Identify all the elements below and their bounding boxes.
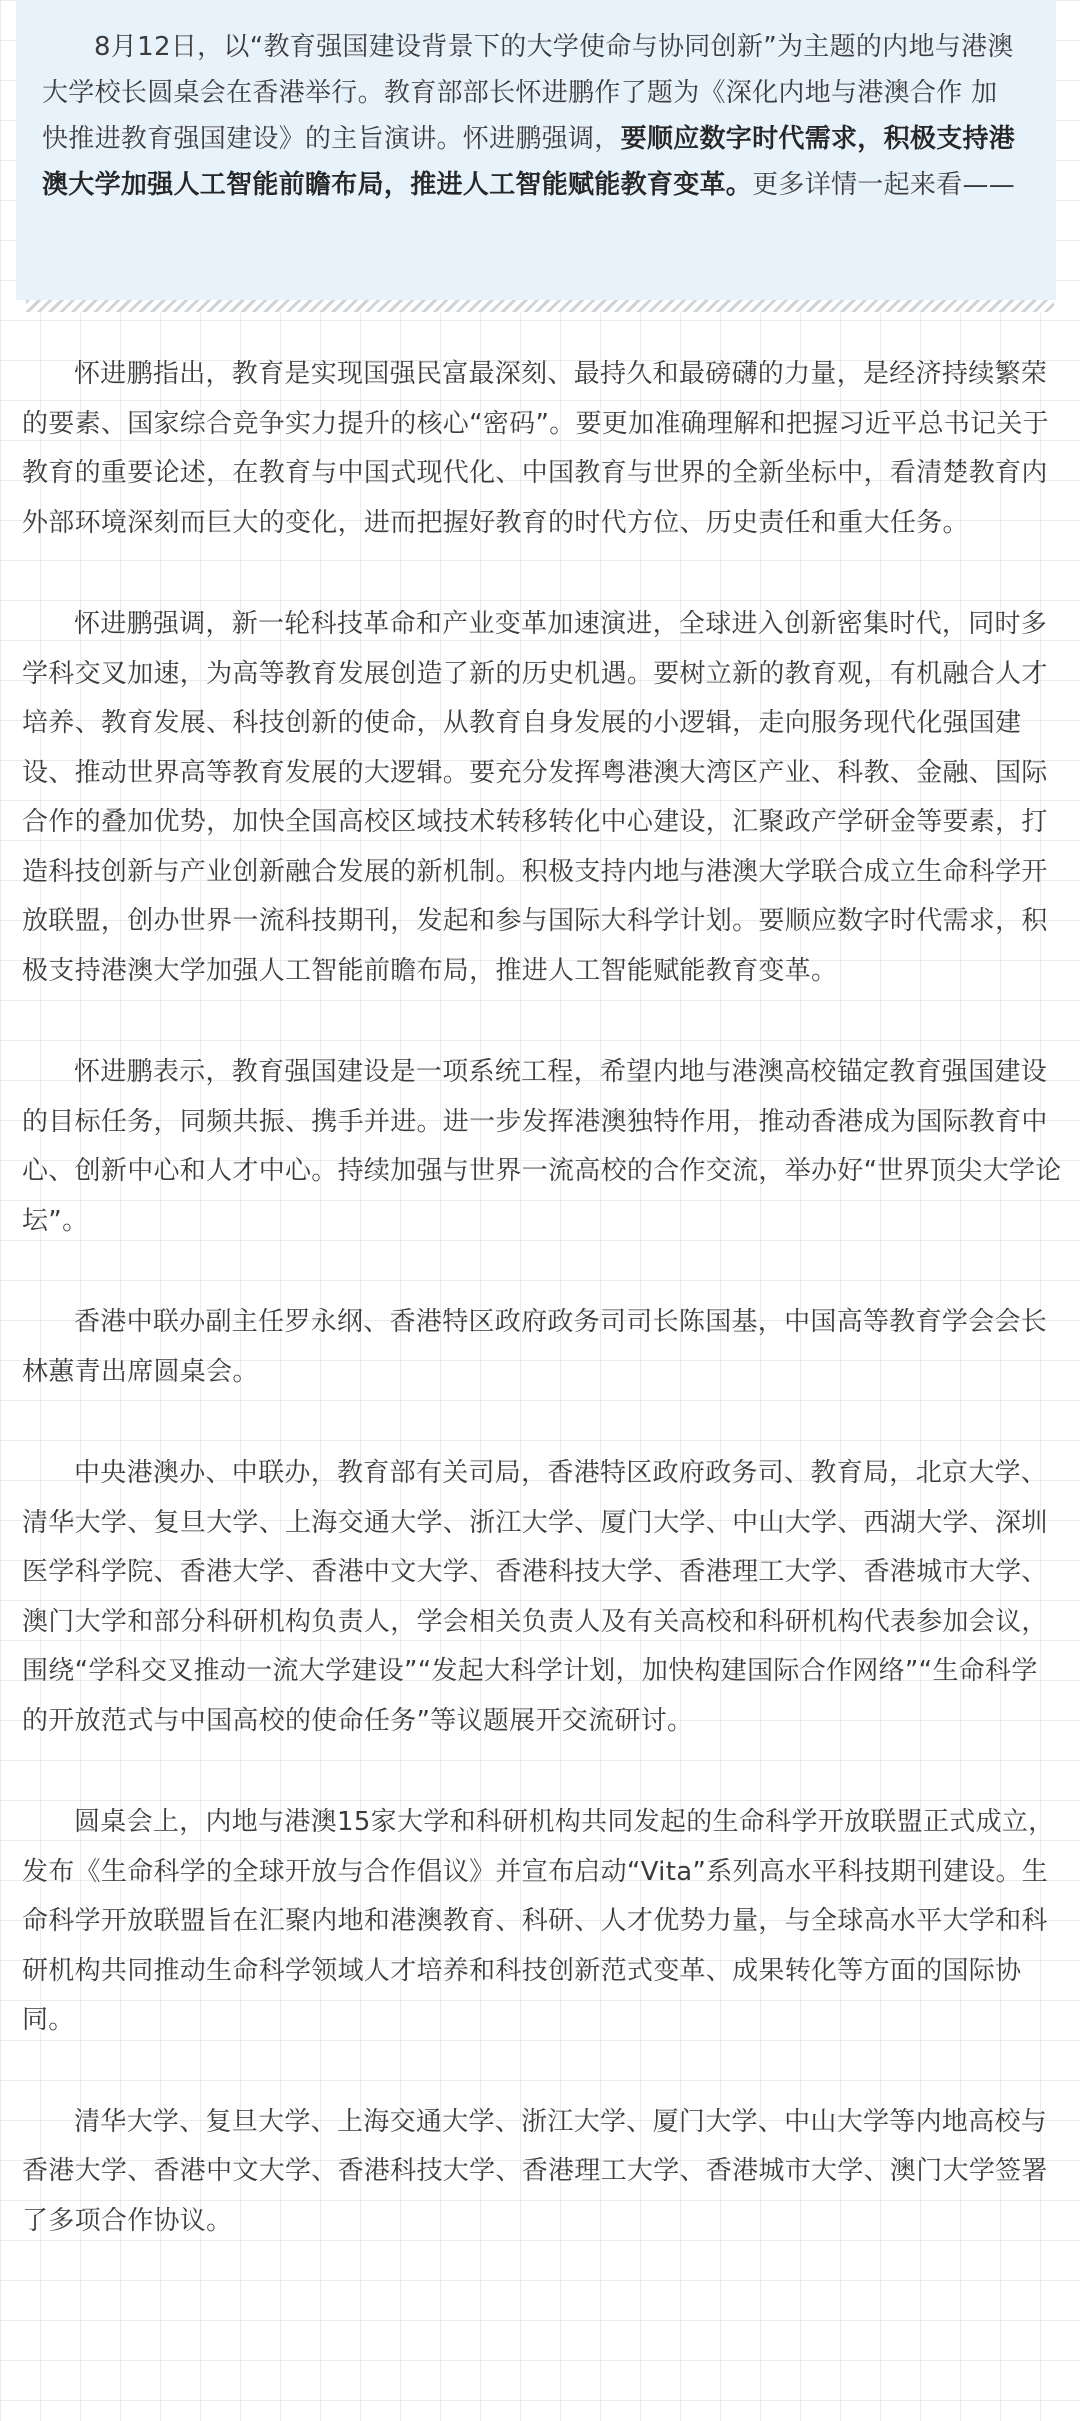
- paragraph-4: 香港中联办副主任罗永纲、香港特区政府政务司司长陈国基，中国高等教育学会会长林蕙青出席圆桌会。: [22, 1307, 1048, 1387]
- intro-text: [42, 24, 1016, 208]
- paragraph-6: 圆桌会上，内地与港澳15家大学和科研机构共同发起的生命科学开放联盟正式成立，发布《生命科学的全球开放与合作倡议》并宣布启动“Vita”系列高水平科技期刊建设。生命科学开放联盟旨在汇聚内地和港澳教育、科研、人才优势力量，与全球高水平大学和科研机构共同推动生命科学领域人才培养和科技创新范式变革、成果转化等方面的国际协同。: [22, 1807, 1055, 2035]
- paragraph-2: 怀进鹏强调，新一轮科技革命和产业变革加速演进，全球进入创新密集时代，同时多学科交叉加速，为高等教育发展创造了新的历史机遇。要树立新的教育观，有机融合人才培养、教育发展、科技创新的使命，从教育自身发展的小逻辑，走向服务现代化强国建设、推动世界高等教育发展的大逻辑。要充分发挥粤港澳大湾区产业、科教、金融、国际合作的叠加优势，加快全国高校区域技术转移转化中心建设，汇聚政产学研金等要素，打造科技创新与产业创新融合发展的新机制。积极支持内地与港澳大学联合成立生命科学开放联盟，创办世界一流科技期刊，发起和参与国际大科学计划。要顺应数字时代需求，积极支持港澳大学加强人工智能前瞻布局，推进人工智能赋能教育变革。: [22, 609, 1048, 986]
- paragraph-5: 中央港澳办、中联办，教育部有关司局，香港特区政府政务司、教育局，北京大学、清华大学、复旦大学、上海交通大学、浙江大学、厦门大学、中山大学、西湖大学、深圳医学科学院、香港大学、香港中文大学、香港科技大学、香港理工大学、香港城市大学、澳门大学和部分科研机构负责人，学会相关负责人及有关高校和科研机构代表参加会议，围绕“学科交叉推动一流大学建设”“发起大科学计划，加快构建国际合作网络”“生命科学的开放范式与中国高校的使命任务”等议题展开交流研讨。: [22, 1458, 1048, 1736]
- intro-text-tail: 更多详情一起来看——: [752, 170, 1016, 200]
- intro-text-lead: 8月12日，以“教育强国建设背景下的大学使命与协同创新”为主题的内地与港澳大学校长圆桌会在香港举行。教育部部长怀进鹏作了题为《深化内地与港澳合作 加快推进教育强国建设》的主旨演讲。怀进鹏强调，: [42, 32, 1014, 154]
- article-body: [22, 350, 1062, 2298]
- paragraph-1: 怀进鹏指出，教育是实现国强民富最深刻、最持久和最磅礴的力量，是经济持续繁荣的要素、国家综合竞争实力提升的核心“密码”。要更加准确理解和把握习近平总书记关于教育的重要论述，在教育与中国式现代化、中国教育与世界的全新坐标中，看清楚教育内外部环境深刻而巨大的变化，进而把握好教育的时代方位、历史责任和重大任务。: [22, 359, 1049, 538]
- intro-text-highlight: 要顺应数字时代需求，积极支持港澳大学加强人工智能前瞻布局，推进人工智能赋能教育变革。: [42, 124, 1016, 200]
- hatched-divider: [26, 300, 1054, 312]
- paragraph-7: 清华大学、复旦大学、上海交通大学、浙江大学、厦门大学、中山大学等内地高校与香港大学、香港中文大学、香港科技大学、香港理工大学、香港城市大学、澳门大学签署了多项合作协议。: [22, 2106, 1048, 2236]
- paragraph-3: 怀进鹏表示，教育强国建设是一项系统工程，希望内地与港澳高校锚定教育强国建设的目标任务，同频共振、携手并进。进一步发挥港澳独特作用，推动香港成为国际教育中心、创新中心和人才中心。持续加强与世界一流高校的合作交流，举办好“世界顶尖大学论坛”。: [22, 1057, 1062, 1236]
- intro-summary-box: [16, 0, 1056, 300]
